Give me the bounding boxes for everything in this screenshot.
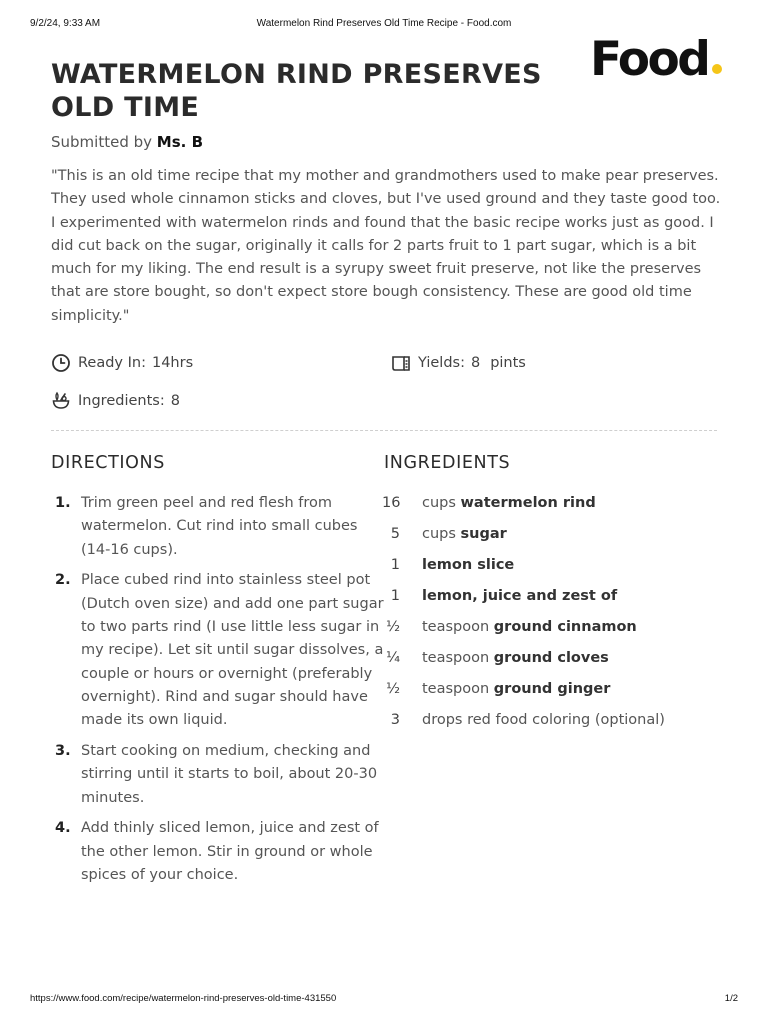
- ingredients-heading: INGREDIENTS: [384, 453, 511, 473]
- ingredient-food-link[interactable]: ground cloves: [493, 650, 609, 666]
- ready-label: Ready In:: [78, 355, 146, 371]
- ingredient-food-link[interactable]: watermelon rind: [460, 495, 596, 511]
- print-url: https://www.food.com/recipe/watermelon-rind-preserves-old-time-431550: [30, 993, 337, 1004]
- book-icon: [391, 353, 411, 373]
- author-link[interactable]: Ms. B: [156, 133, 204, 151]
- submitted-by: [51, 133, 203, 151]
- print-footer: [0, 993, 768, 1007]
- ingredient-food-link[interactable]: lemon slice: [422, 557, 515, 573]
- ingredients-list: [382, 492, 742, 740]
- ingredient-item: [382, 585, 742, 616]
- step-number: 3.: [55, 742, 71, 759]
- ingredient-unit: teaspoon: [422, 650, 490, 666]
- ingredients-count-value: 8: [170, 393, 180, 409]
- directions-heading: DIRECTIONS: [51, 453, 165, 473]
- step-number: 4.: [55, 820, 71, 837]
- ready-in: [51, 352, 193, 374]
- direction-step: [51, 740, 387, 810]
- yields-value: 8: [470, 355, 481, 371]
- yields: [391, 352, 526, 374]
- ingredients-count: [51, 390, 180, 412]
- print-page-number: 1/2: [724, 993, 738, 1004]
- yields-label: Yields:: [418, 355, 465, 371]
- direction-step: [51, 817, 387, 887]
- ingredient-unit: cups: [422, 526, 456, 542]
- ingredient-item: [382, 647, 742, 678]
- logo-dot: [712, 64, 722, 74]
- ingredient-item: [382, 616, 742, 647]
- step-text: Add thinly sliced lemon, juice and zest of the other lemon. Stir in ground or whole spices of your choice.: [81, 820, 379, 883]
- ingredient-item: [382, 709, 742, 740]
- logo-text: Food: [590, 32, 709, 87]
- ingredient-item: [382, 523, 742, 554]
- step-text: Place cubed rind into stainless steel pot (Dutch oven size) and add one part sugar to two parts rind (I use little less sugar in my recipe). Let sit until sugar dissolves, a couple or hours or overnight (preferably overnight). Rind and sugar should have made its own liquid.: [81, 572, 384, 729]
- ingredient-qty: 3: [390, 712, 400, 728]
- print-page-title: Watermelon Rind Preserves Old Time Recipe - Food.com: [256, 18, 512, 29]
- step-number: 2.: [55, 572, 71, 589]
- ingredient-item: [382, 492, 742, 523]
- ingredient-item: [382, 678, 742, 709]
- food-logo[interactable]: [590, 34, 722, 86]
- clock-icon: [51, 353, 71, 373]
- recipe-description: "This is an old time recipe that my mother and grandmothers used to make pear preserves. They used whole cinnamon sticks and cloves, but I've used ground and they taste good too. I experimented with watermelon rinds and found that the basic recipe works just as good. I did cut back on the sugar, originally it calls for 2 parts fruit to 1 part sugar, which is a bit much for my liking. The end result is a syrupy sweet fruit preserve, not like the preserves that are store bought, so don't expect store bough consistency. These are good old time simplicity.": [51, 168, 721, 324]
- ingredient-unit: cups: [422, 495, 456, 511]
- step-text: Start cooking on medium, checking and stirring until it starts to boil, about 20-30 minutes.: [81, 742, 378, 806]
- ingredient-qty: 16: [382, 495, 401, 511]
- ingredient-food-link[interactable]: lemon, juice and zest of: [422, 588, 618, 604]
- step-number: 1.: [55, 495, 71, 511]
- submitted-prefix: Submitted by: [51, 133, 153, 151]
- yields-unit: pints: [490, 355, 526, 371]
- ready-value: 14hrs: [151, 355, 194, 371]
- ingredient-qty: ¼: [385, 650, 400, 666]
- directions-list: [51, 492, 387, 895]
- ingredient-qty: 5: [390, 526, 400, 542]
- ingredient-item: [382, 554, 742, 585]
- ingredients-bowl-icon: [51, 391, 71, 411]
- ingredient-unit: drops red food coloring (optional): [422, 712, 665, 728]
- step-text: Trim green peel and red flesh from watermelon. Cut rind into small cubes (14-16 cups).: [81, 495, 358, 558]
- ingredient-unit: teaspoon: [422, 681, 490, 697]
- ingredient-unit: teaspoon: [422, 619, 490, 635]
- print-datetime: 9/2/24, 9:33 AM: [30, 18, 101, 29]
- ingredient-food-link[interactable]: ground ginger: [493, 681, 611, 697]
- direction-step: [51, 569, 387, 732]
- ingredient-qty: ½: [385, 619, 400, 635]
- ingredient-qty: 1: [390, 557, 400, 573]
- ingredients-count-label: Ingredients:: [78, 393, 165, 409]
- recipe-title: WATERMELON RIND PRESERVES OLD TIME: [51, 59, 542, 123]
- section-divider: [51, 430, 717, 431]
- ingredient-food-link[interactable]: ground cinnamon: [493, 619, 637, 635]
- ingredient-food-link[interactable]: sugar: [460, 526, 507, 542]
- direction-step: [51, 492, 387, 562]
- ingredient-qty: 1: [390, 588, 400, 604]
- ingredient-qty: ½: [385, 681, 400, 697]
